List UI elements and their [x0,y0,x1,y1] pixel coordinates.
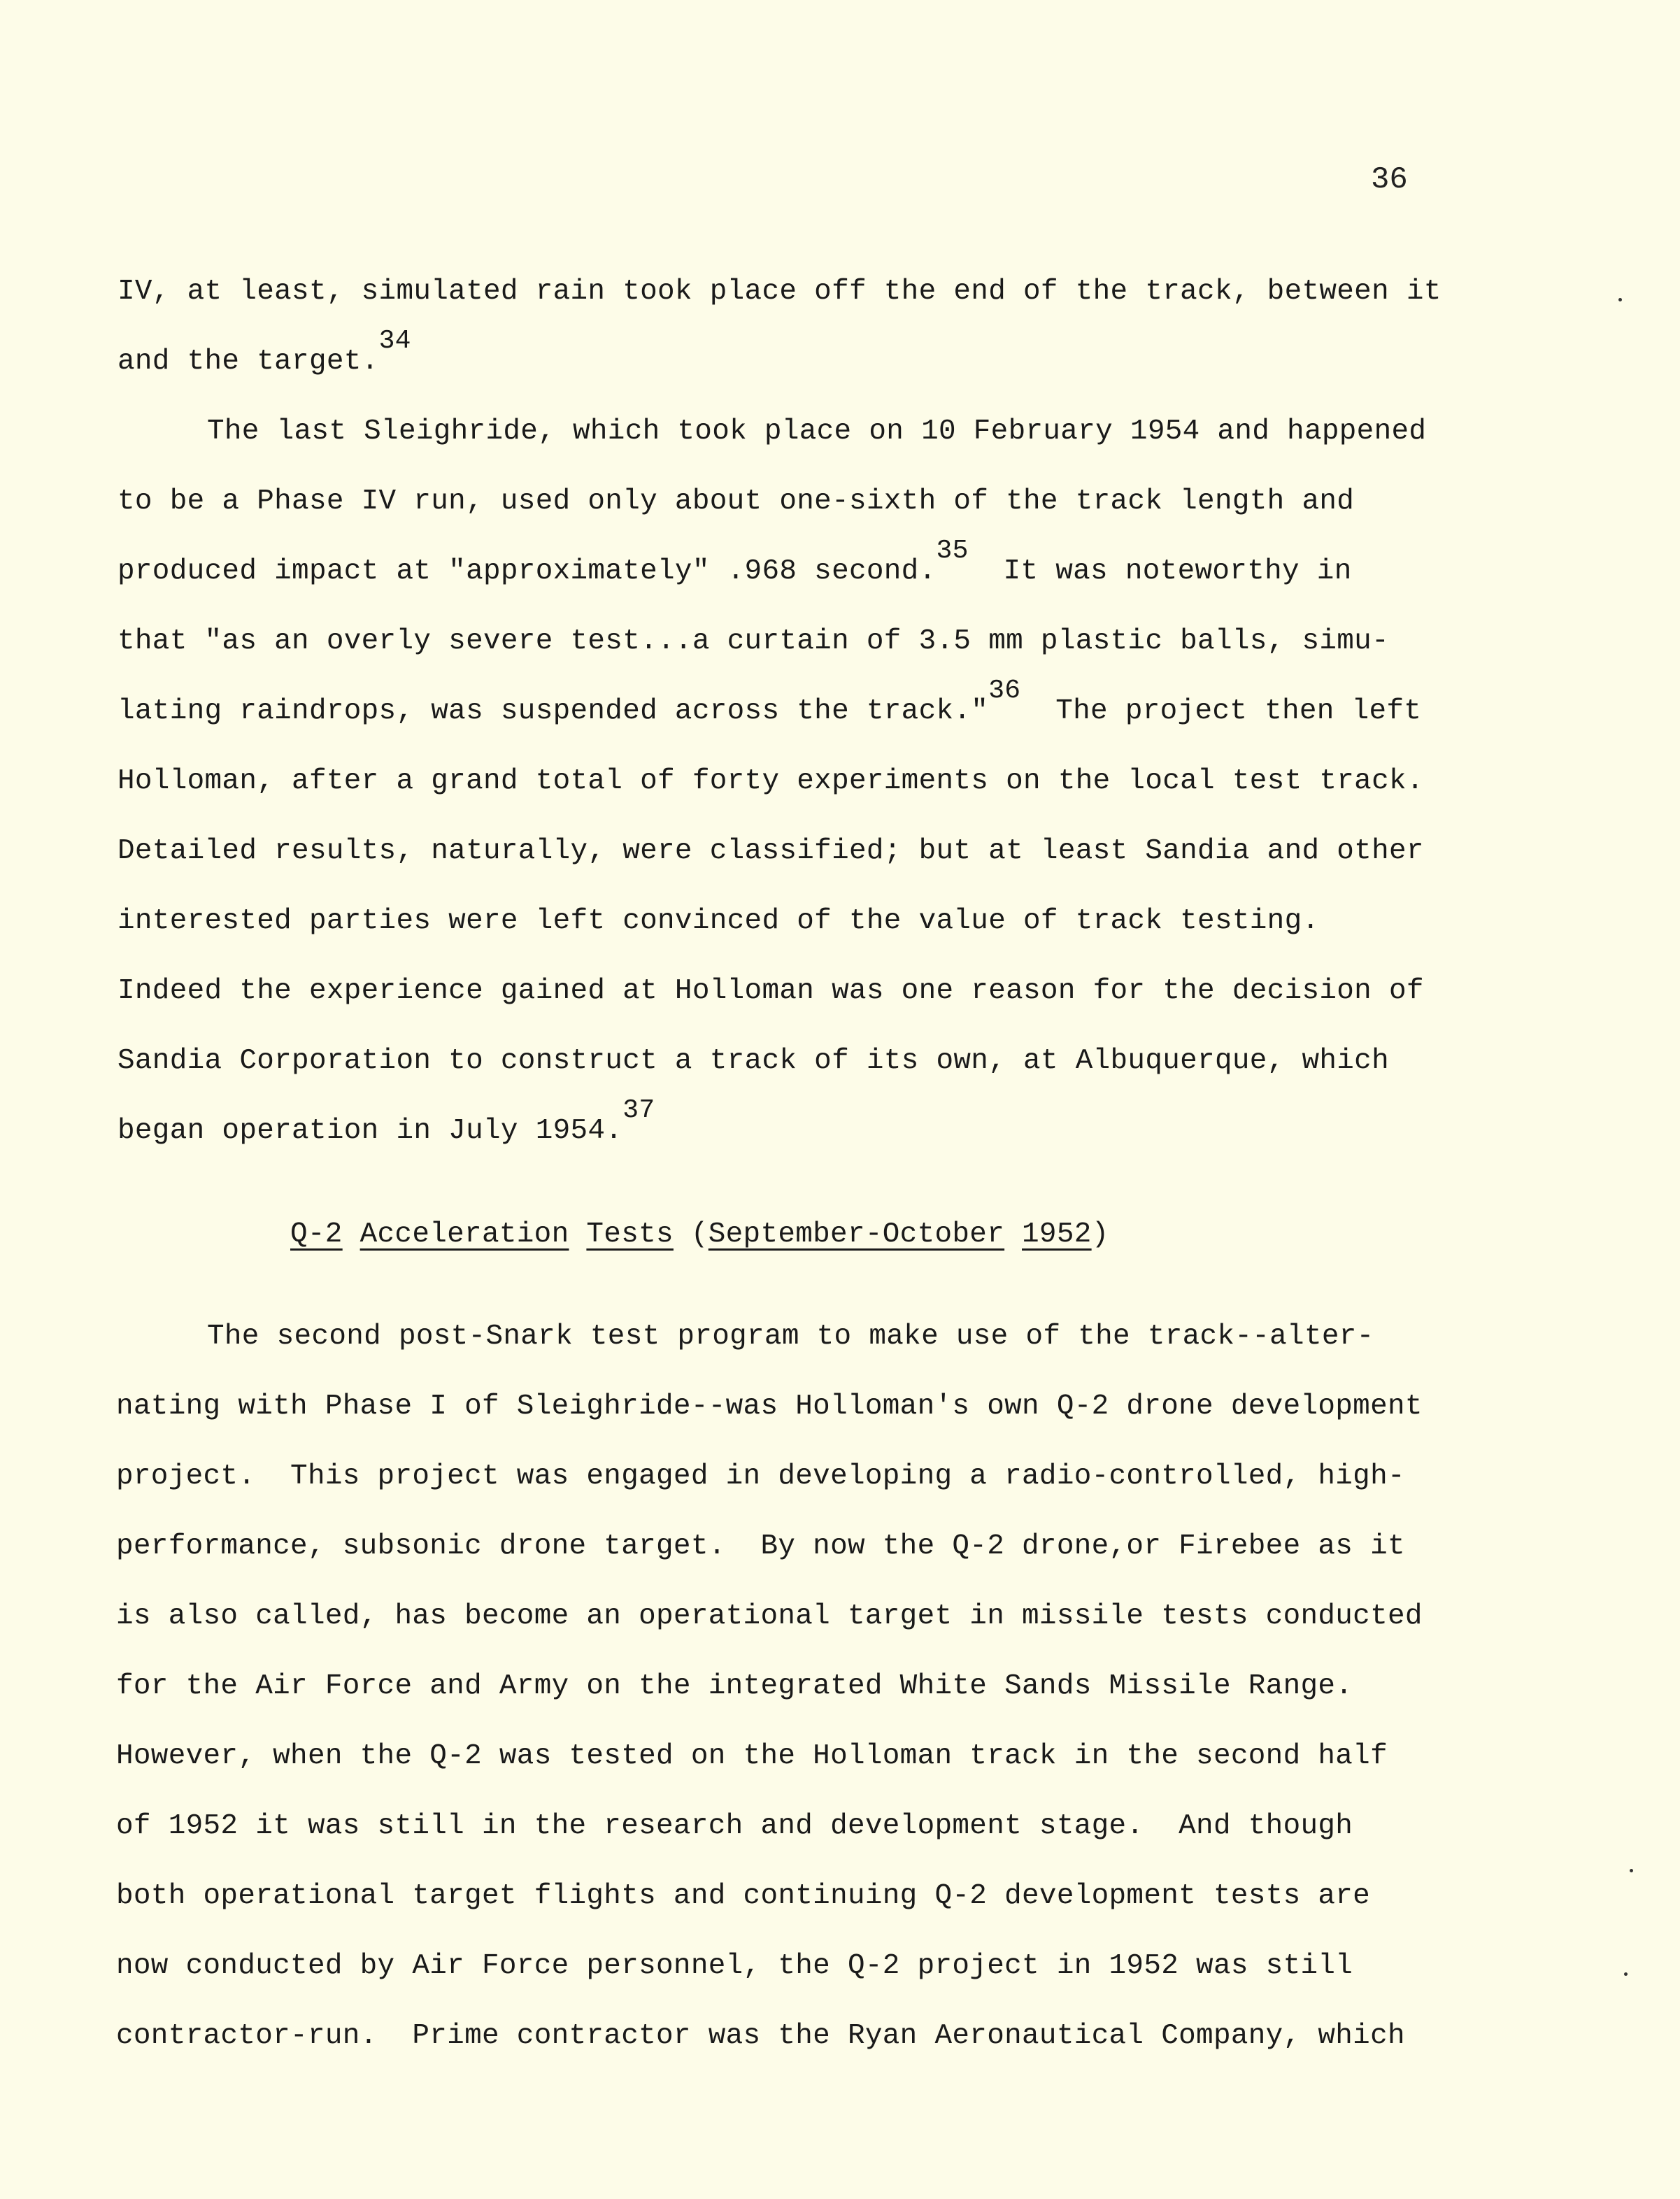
footnote-ref-35: 35 [936,536,969,566]
text-line [118,1095,655,1147]
text-line: Indeed the experience gained at Holloman was one reason for the decision of [118,975,1424,1007]
text-line: project. This project was engaged in developing a radio-controlled, high- [116,1460,1405,1493]
text-line: performance, subsonic drone target. By now the Q-2 drone,or Firebee as it [116,1530,1405,1563]
text-line: Detailed results, naturally, were classified; but at least Sandia and other [118,835,1424,867]
text-line: However, when the Q-2 was tested on the Holloman track in the second half [116,1740,1388,1772]
text-line: that "as an overly severe test...a curtain of 3.5 mm plastic balls, simu- [118,625,1389,657]
text-line: Holloman, after a grand total of forty experiments on the local test track. [118,765,1424,797]
text-segment: The project then left [1020,695,1422,727]
paper-speck [1630,1869,1633,1872]
text-segment: began operation in July 1954. [118,1115,623,1147]
heading-word: Acceleration [360,1218,569,1251]
paper-speck [1618,298,1622,301]
text-line: now conducted by Air Force personnel, the Q-2 project in 1952 was still [116,1950,1353,1982]
heading-word: Q-2 [290,1218,343,1251]
section-heading [290,1218,1109,1251]
text-line [118,676,1422,727]
paper-speck [1624,1972,1628,1976]
text-line: nating with Phase I of Sleighride--was Holloman's own Q-2 drone development [116,1390,1423,1423]
text-line: to be a Phase IV run, used only about one-sixth of the track length and [118,485,1355,518]
text-segment: and the target. [118,346,379,378]
heading-paren: ) [1091,1218,1109,1251]
text-line: Sandia Corporation to construct a track of its own, at Albuquerque, which [118,1045,1389,1077]
page-number: 36 [1371,162,1408,197]
footnote-ref-36: 36 [988,676,1021,706]
heading-paren: ( [690,1218,709,1251]
text-line [118,326,411,378]
text-line: IV, at least, simulated rain took place off the end of the track, between it [118,276,1441,308]
text-segment: produced impact at "approximately" .968 second. [118,555,937,588]
heading-word: September-October [708,1218,1005,1251]
text-segment: It was noteworthy in [968,555,1352,588]
heading-word: 1952 [1022,1218,1092,1251]
text-line: interested parties were left convinced of the value of track testing. [118,905,1320,937]
text-segment: lating raindrops, was suspended across the track." [118,695,989,727]
heading-word: Tests [586,1218,674,1251]
text-line: of 1952 it was still in the research and development stage. And though [116,1810,1353,1842]
text-line: both operational target flights and continuing Q-2 development tests are [116,1880,1371,1912]
text-line: for the Air Force and Army on the integrated White Sands Missile Range. [116,1670,1353,1702]
footnote-ref-37: 37 [622,1095,655,1125]
text-line: The last Sleighride, which took place on 10 February 1954 and happened [207,415,1427,448]
text-line [118,536,1352,588]
footnote-ref-34: 34 [378,326,411,356]
text-line: is also called, has become an operational target in missile tests conducted [116,1600,1423,1632]
text-line: contractor-run. Prime contractor was the Ryan Aeronautical Company, which [116,2020,1405,2052]
text-line: The second post-Snark test program to make use of the track--alter- [207,1321,1374,1353]
